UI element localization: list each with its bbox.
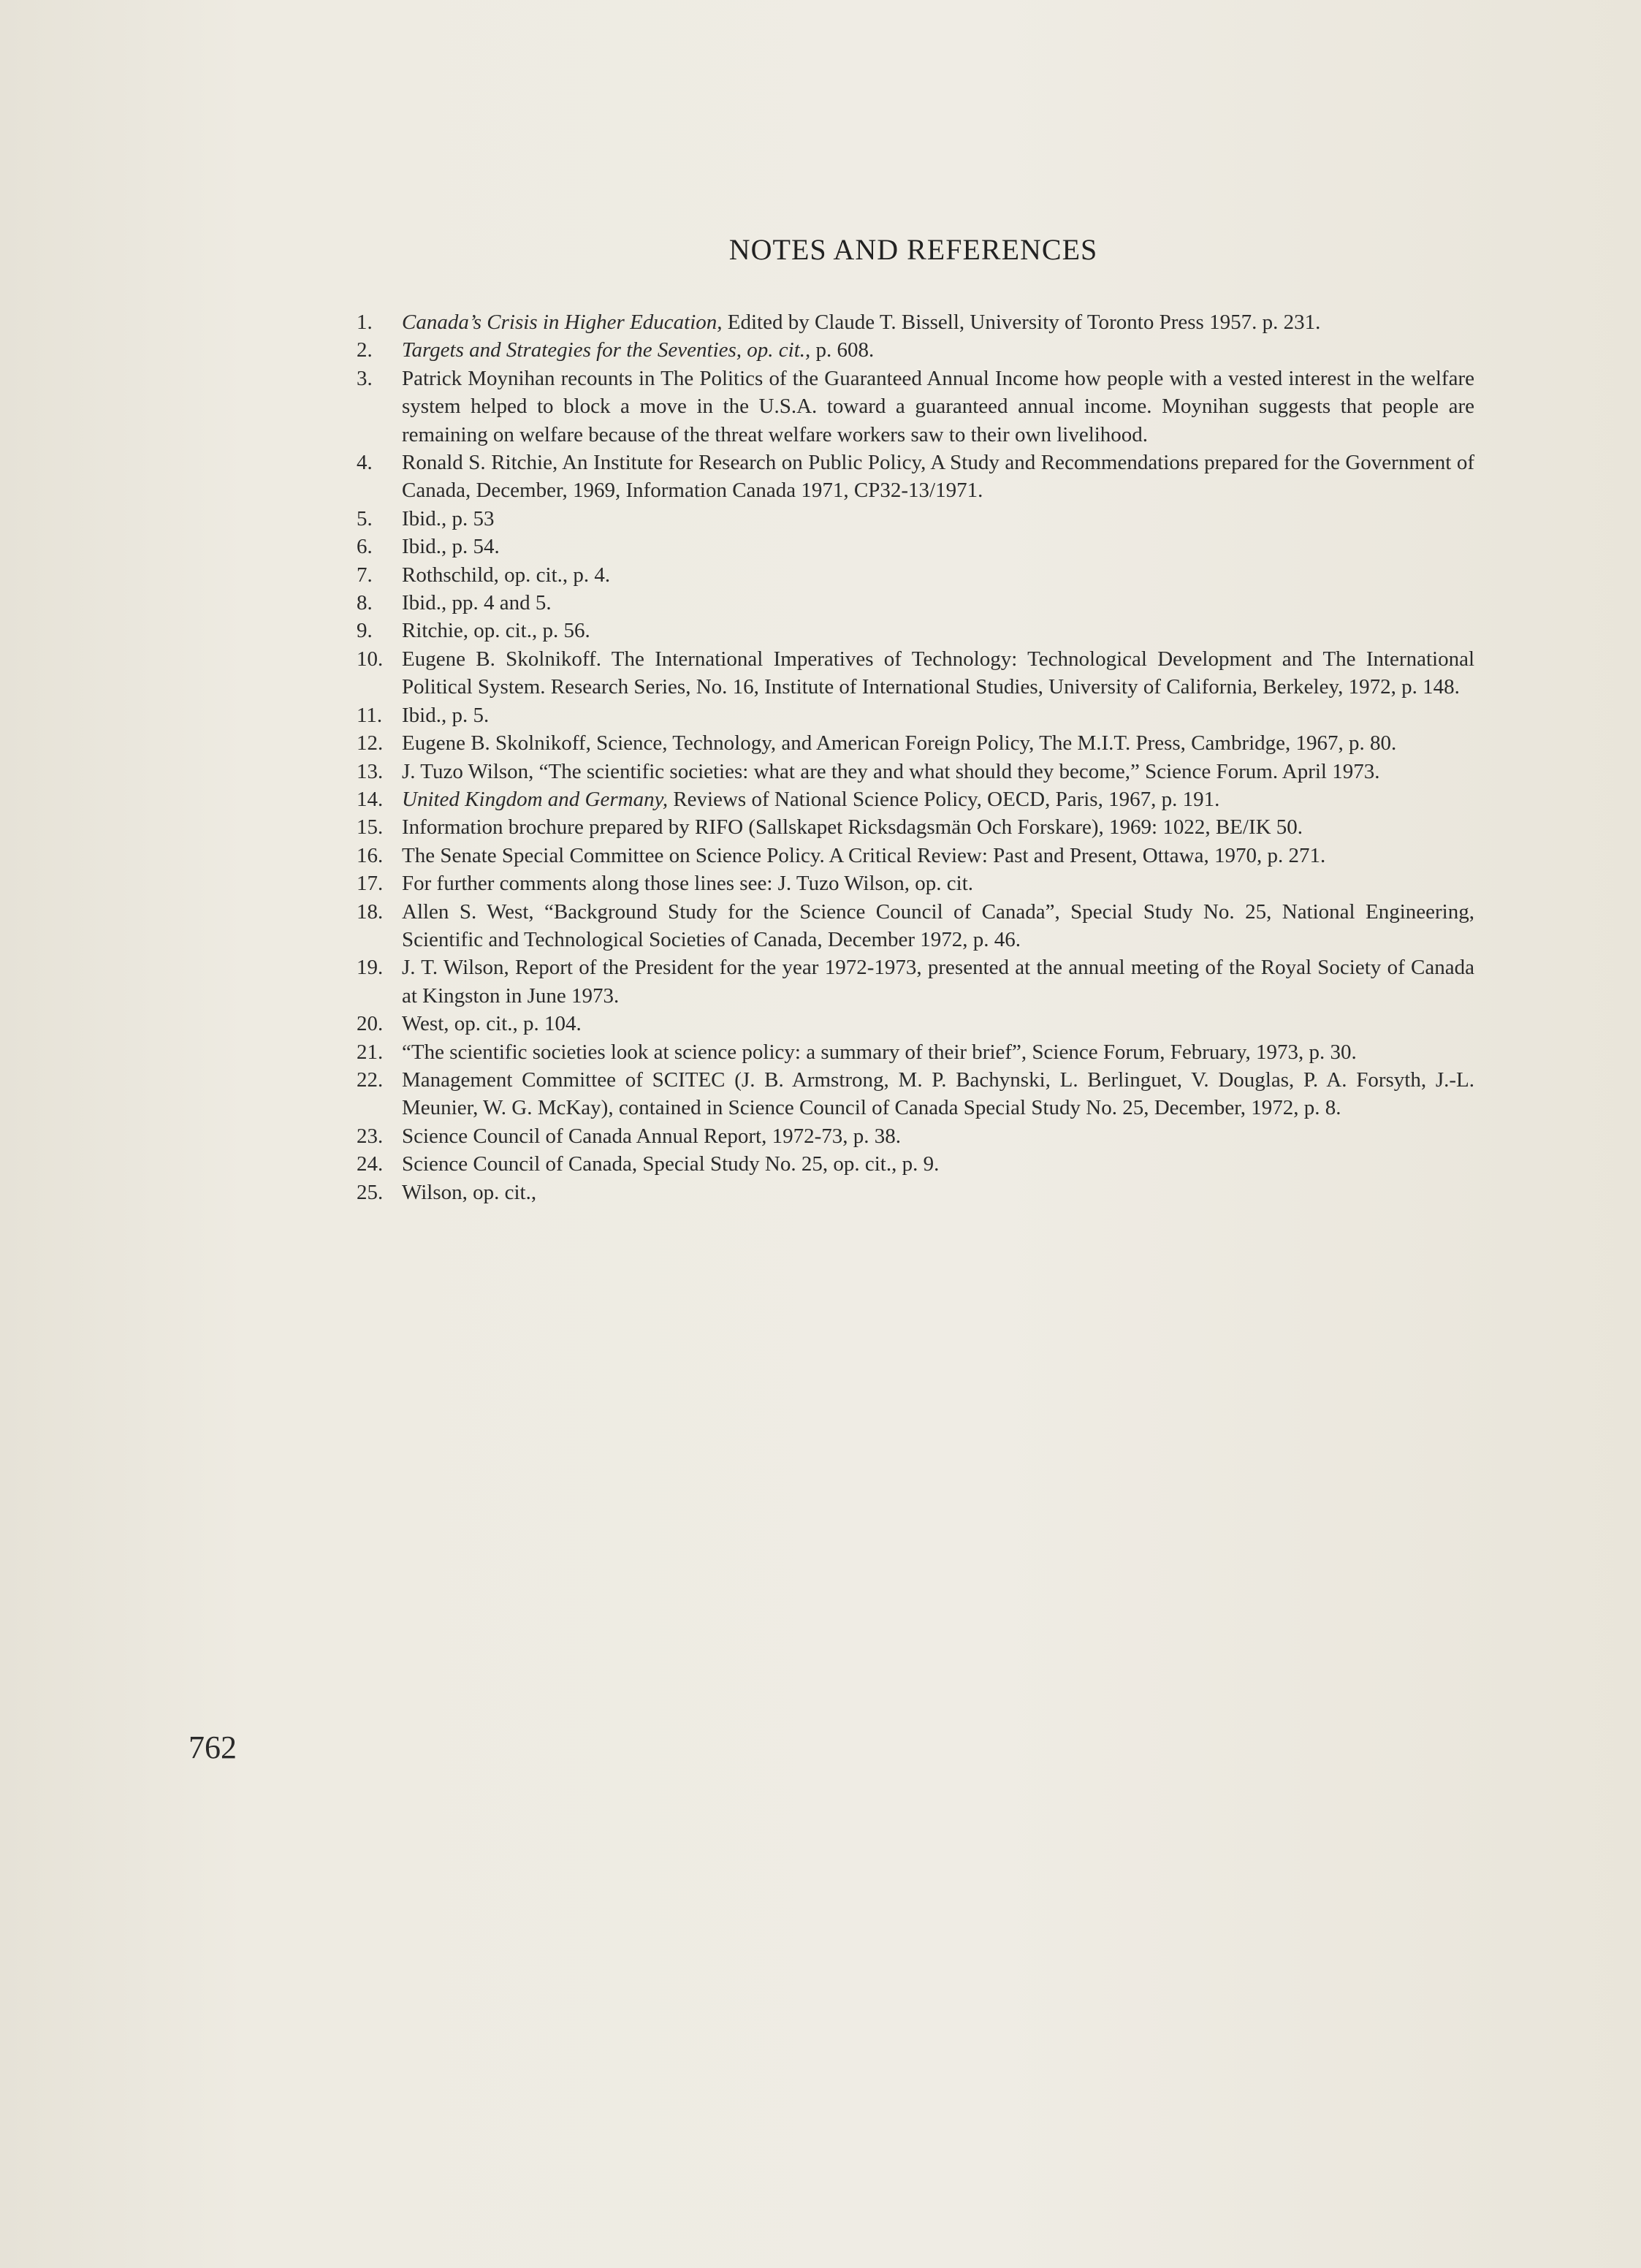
note-text <box>402 505 1474 533</box>
note-number: 12. <box>357 731 384 756</box>
note-text <box>402 645 1474 701</box>
note-item <box>357 842 1474 869</box>
note-text <box>402 729 1474 757</box>
note-number: 15. <box>357 815 384 840</box>
note-rest: J. T. Wilson, Report of the President for the year 1972-1973, presented at the annual meeting of the Royal Society of Canada at Kingston in June 1973. <box>402 956 1474 1008</box>
note-item <box>357 589 1474 617</box>
note-rest: Ibid., pp. 4 and 5. <box>402 591 552 615</box>
note-number: 25. <box>357 1180 384 1204</box>
note-rest: The Senate Special Committee on Science Policy. A Critical Review: Past and Present, Ottawa, 1970, p. 271. <box>402 843 1326 867</box>
note-number: 8. <box>357 591 373 615</box>
note-item <box>357 336 1474 364</box>
notes-list <box>357 308 1474 1206</box>
note-text <box>402 308 1474 336</box>
note-item <box>357 954 1474 1010</box>
note-number: 24. <box>357 1152 384 1176</box>
note-text <box>402 365 1474 449</box>
note-item <box>357 365 1474 449</box>
note-number: 9. <box>357 619 373 643</box>
note-item <box>357 449 1474 505</box>
note-item <box>357 505 1474 533</box>
note-text <box>402 1122 1474 1150</box>
note-text <box>402 785 1474 813</box>
note-text <box>402 589 1474 617</box>
note-number: 4. <box>357 451 373 475</box>
note-text <box>402 336 1474 364</box>
note-number: 10. <box>357 647 384 671</box>
note-rest: Eugene B. Skolnikoff, Science, Technology, and American Foreign Policy, The M.I.T. Press, Cambridge, 1967, p. 80. <box>402 731 1397 756</box>
note-rest: For further comments along those lines see: J. Tuzo Wilson, op. cit. <box>402 872 974 896</box>
note-item <box>357 1150 1474 1178</box>
note-rest: Management Committee of SCITEC (J. B. Armstrong, M. P. Bachynski, L. Berlinguet, V. Douglas, P. A. Forsyth, J.-L. Meunier, W. G. McKay), contained in Science Council of Canada Special Study No. 25, December, 1972, p. 8. <box>402 1068 1474 1120</box>
note-lead: United Kingdom and Germany, <box>402 787 669 811</box>
note-number: 14. <box>357 787 384 811</box>
note-rest: Edited by Claude T. Bissell, University of Toronto Press 1957. p. 231. <box>722 311 1321 334</box>
note-rest: Wilson, op. cit., <box>402 1180 537 1204</box>
note-rest: Ibid., p. 54. <box>402 535 500 559</box>
note-number: 11. <box>357 703 383 727</box>
note-rest: “The scientific societies look at science policy: a summary of their brief”, Science Forum, February, 1973, p. 30. <box>402 1040 1357 1064</box>
note-text <box>402 954 1474 1010</box>
note-item <box>357 561 1474 589</box>
note-item <box>357 701 1474 729</box>
note-rest: Eugene B. Skolnikoff. The International Imperatives of Technology: Technological Development and The International Political System. Research Series, No. 16, Institute of International Studies, University of California, Berkeley, 1972, p. 148. <box>402 647 1474 699</box>
note-item <box>357 617 1474 644</box>
note-text <box>402 758 1474 785</box>
note-number: 1. <box>357 311 373 334</box>
note-item <box>357 1038 1474 1066</box>
note-number: 23. <box>357 1124 384 1148</box>
note-rest: Ibid., p. 53 <box>402 506 495 530</box>
note-number: 5. <box>357 506 373 530</box>
note-rest: J. Tuzo Wilson, “The scientific societies: what are they and what should they become,” Science Forum. April 1973. <box>402 759 1380 783</box>
note-text <box>402 1066 1474 1122</box>
note-item <box>357 898 1474 954</box>
note-item <box>357 1179 1474 1206</box>
note-rest: Patrick Moynihan recounts in The Politics of the Guaranteed Annual Income how people with a vested interest in the welfare system helped to block a move in the U.S.A. toward a guaranteed annual income. Moynihan suggests that people are remaining on welfare because of the threat welfare workers saw to their own livelihood. <box>402 366 1474 446</box>
note-text <box>402 842 1474 869</box>
note-number: 18. <box>357 899 384 924</box>
note-number: 7. <box>357 563 373 587</box>
note-rest: Science Council of Canada Annual Report, 1972-73, p. 38. <box>402 1124 901 1148</box>
note-text <box>402 561 1474 589</box>
note-text <box>402 869 1474 897</box>
note-text <box>402 813 1474 841</box>
note-item <box>357 645 1474 701</box>
note-number: 3. <box>357 366 373 390</box>
note-number: 13. <box>357 759 384 783</box>
note-text <box>402 898 1474 954</box>
note-rest: Ronald S. Ritchie, An Institute for Research on Public Policy, A Study and Recommendations prepared for the Government of Canada, December, 1969, Information Canada 1971, CP32-13/1971. <box>402 451 1474 503</box>
note-item <box>357 785 1474 813</box>
page-title: NOTES AND REFERENCES <box>728 233 1098 266</box>
note-number: 17. <box>357 872 384 896</box>
note-rest: Reviews of National Science Policy, OECD, Paris, 1967, p. 191. <box>668 787 1220 811</box>
note-rest: p. 608. <box>810 338 875 362</box>
note-text <box>402 1150 1474 1178</box>
note-lead: Canada’s Crisis in Higher Education, <box>402 311 723 334</box>
note-text <box>402 533 1474 560</box>
note-rest: Allen S. West, “Background Study for the Science Council of Canada”, Special Study No. 25, National Engineering, Scientific and Technological Societies of Canada, December 1972, p. 46. <box>402 899 1474 951</box>
note-rest: Information brochure prepared by RIFO (Sallskapet Ricksdagsmän Och Forskare), 1969: 1022, BE/IK 50. <box>402 815 1303 840</box>
note-item <box>357 758 1474 785</box>
note-number: 16. <box>357 843 384 867</box>
note-text <box>402 617 1474 644</box>
note-number: 6. <box>357 535 373 559</box>
note-item <box>357 308 1474 336</box>
page-number: 762 <box>189 1729 237 1765</box>
note-text <box>402 701 1474 729</box>
note-item <box>357 813 1474 841</box>
note-number: 22. <box>357 1068 384 1092</box>
note-number: 2. <box>357 338 373 362</box>
note-number: 20. <box>357 1012 384 1036</box>
note-item <box>357 869 1474 897</box>
note-rest: Rothschild, op. cit., p. 4. <box>402 563 611 587</box>
note-item <box>357 1122 1474 1150</box>
note-item <box>357 533 1474 560</box>
note-item <box>357 1010 1474 1038</box>
note-item <box>357 1066 1474 1122</box>
note-number: 19. <box>357 956 384 980</box>
note-text <box>402 1179 1474 1206</box>
note-rest: Ibid., p. 5. <box>402 703 490 727</box>
note-text <box>402 1038 1474 1066</box>
note-text <box>402 449 1474 505</box>
note-rest: Science Council of Canada, Special Study No. 25, op. cit., p. 9. <box>402 1152 940 1176</box>
note-item <box>357 729 1474 757</box>
note-rest: Ritchie, op. cit., p. 56. <box>402 619 590 643</box>
note-number: 21. <box>357 1040 384 1064</box>
note-text <box>402 1010 1474 1038</box>
note-lead: Targets and Strategies for the Seventies, op. cit., <box>402 338 811 362</box>
note-rest: West, op. cit., p. 104. <box>402 1012 582 1036</box>
